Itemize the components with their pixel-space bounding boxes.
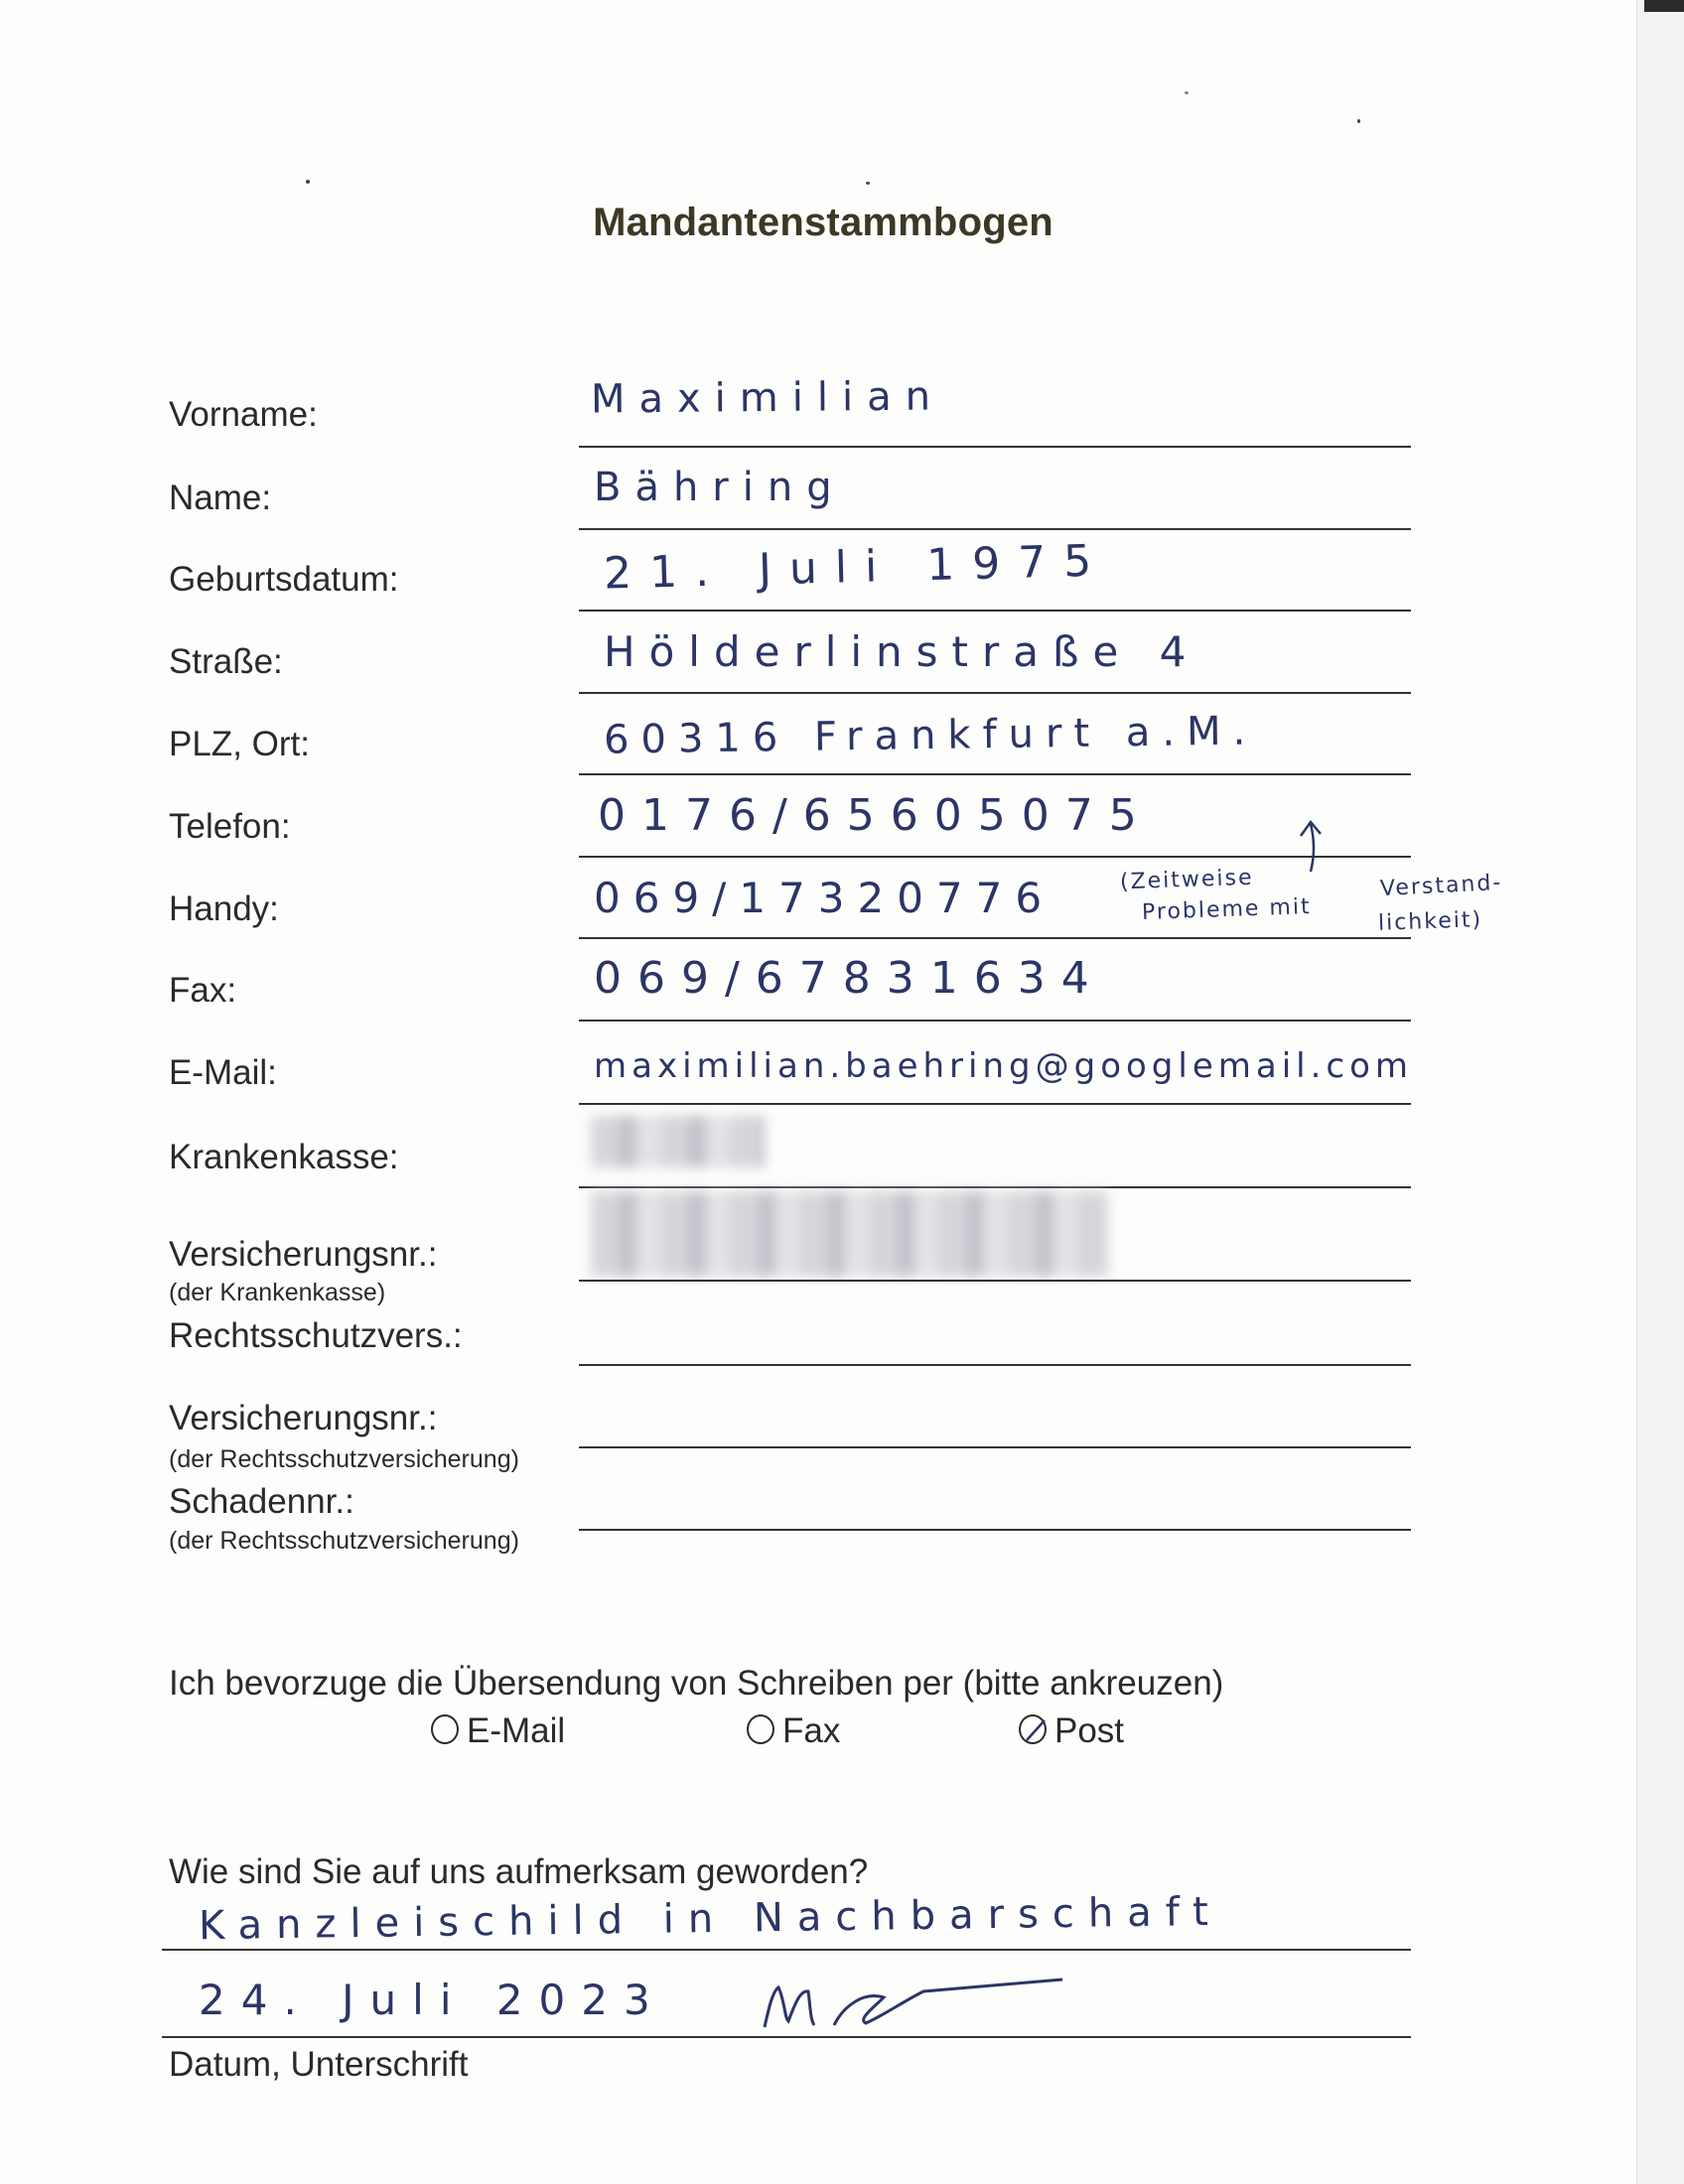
- scan-speck: [306, 180, 310, 184]
- paper-edge: [1636, 0, 1684, 2184]
- value-name[interactable]: Bähring: [594, 465, 846, 510]
- radio-email[interactable]: [431, 1714, 459, 1744]
- line-rechtsschutzvers[interactable]: [579, 1364, 1411, 1366]
- line-plz-ort: [579, 773, 1411, 775]
- option-fax-label: Fax: [782, 1711, 841, 1750]
- sublabel-versicherungsnr-rs: (der Rechtsschutzversicherung): [169, 1445, 519, 1473]
- label-vorname: Vorname:: [169, 395, 318, 434]
- label-email: E-Mail:: [169, 1053, 277, 1092]
- referral-answer[interactable]: Kanzleischild in Nachbarschaft: [198, 1888, 1223, 1950]
- label-rechtsschutzvers: Rechtsschutzvers.:: [169, 1316, 463, 1355]
- label-plz-ort: PLZ, Ort:: [169, 725, 310, 763]
- handy-note-line1: (Zeitweise: [1119, 865, 1254, 895]
- label-name: Name:: [169, 478, 272, 517]
- line-fax: [579, 1020, 1411, 1022]
- option-email[interactable]: [431, 1711, 565, 1751]
- value-handy[interactable]: 069/17320776: [594, 874, 1055, 922]
- radio-fax[interactable]: [747, 1714, 774, 1744]
- label-versicherungsnr-kk: Versicherungsnr.:: [169, 1235, 438, 1274]
- line-versicherungsnr-kk: [579, 1280, 1411, 1282]
- line-signature: [162, 2036, 1411, 2038]
- label-krankenkasse: Krankenkasse:: [169, 1138, 399, 1176]
- option-fax[interactable]: [747, 1711, 840, 1751]
- sublabel-schadennr: (der Rechtsschutzversicherung): [169, 1527, 519, 1555]
- option-post[interactable]: [1019, 1711, 1124, 1751]
- label-strasse: Straße:: [169, 642, 283, 681]
- line-schadennr[interactable]: [579, 1529, 1411, 1531]
- handy-note-line3: Verstand-: [1379, 870, 1503, 902]
- label-fax: Fax:: [169, 971, 237, 1010]
- scan-speck: [1357, 119, 1360, 123]
- line-email: [579, 1103, 1411, 1105]
- value-geburtsdatum[interactable]: 21. Juli 1975: [603, 535, 1110, 600]
- redacted-krankenkasse: [591, 1116, 765, 1167]
- label-telefon: Telefon:: [169, 807, 291, 846]
- preference-question: Ich bevorzuge die Übersendung von Schreiben per (bitte ankreuzen): [169, 1664, 1224, 1703]
- label-schadennr: Schadennr.:: [169, 1482, 354, 1521]
- line-telefon: [579, 856, 1411, 858]
- line-handy: [579, 937, 1411, 939]
- option-post-label: Post: [1054, 1711, 1125, 1750]
- handy-note-line4: lichkeit): [1377, 907, 1483, 936]
- label-geburtsdatum: Geburtsdatum:: [169, 560, 399, 599]
- sublabel-versicherungsnr-kk: (der Krankenkasse): [169, 1279, 386, 1306]
- value-plz-ort[interactable]: 60316 Frankfurt a.M.: [603, 708, 1258, 763]
- arrow-up-icon: [1293, 816, 1333, 874]
- label-handy: Handy:: [169, 889, 279, 928]
- line-strasse: [579, 692, 1411, 694]
- value-strasse[interactable]: Hölderlinstraße 4: [604, 627, 1200, 676]
- label-versicherungsnr-rs: Versicherungsnr.:: [169, 1399, 438, 1437]
- form-title: Mandantenstammbogen: [593, 201, 1053, 244]
- checkmark-icon: [1023, 1714, 1049, 1744]
- signature-mark: [755, 1970, 1082, 2039]
- scan-edge: [1644, 0, 1684, 12]
- value-vorname[interactable]: Maximilian: [590, 373, 945, 423]
- line-versicherungsnr-rs[interactable]: [579, 1446, 1411, 1448]
- signature-date[interactable]: 24. Juli 2023: [199, 1976, 666, 2024]
- radio-post[interactable]: [1019, 1714, 1047, 1744]
- redacted-versicherungsnr-kk: [591, 1191, 1107, 1277]
- line-geburtsdatum: [579, 610, 1411, 612]
- signature-label: Datum, Unterschrift: [169, 2045, 469, 2084]
- value-email[interactable]: maximilian.baehring@googlemail.com: [594, 1046, 1414, 1086]
- scan-speck: [866, 182, 870, 185]
- line-name: [579, 528, 1411, 530]
- option-email-label: E-Mail: [467, 1711, 566, 1750]
- referral-question: Wie sind Sie auf uns aufmerksam geworden?: [169, 1852, 869, 1891]
- line-vorname: [579, 446, 1411, 448]
- scan-speck: [1185, 91, 1189, 94]
- line-referral: [162, 1949, 1411, 1951]
- value-telefon[interactable]: 0176/65605075: [598, 790, 1153, 841]
- value-fax[interactable]: 069/67831634: [594, 953, 1105, 1004]
- handy-note-line2: Probleme mit: [1141, 894, 1313, 925]
- line-krankenkasse: [579, 1186, 1411, 1188]
